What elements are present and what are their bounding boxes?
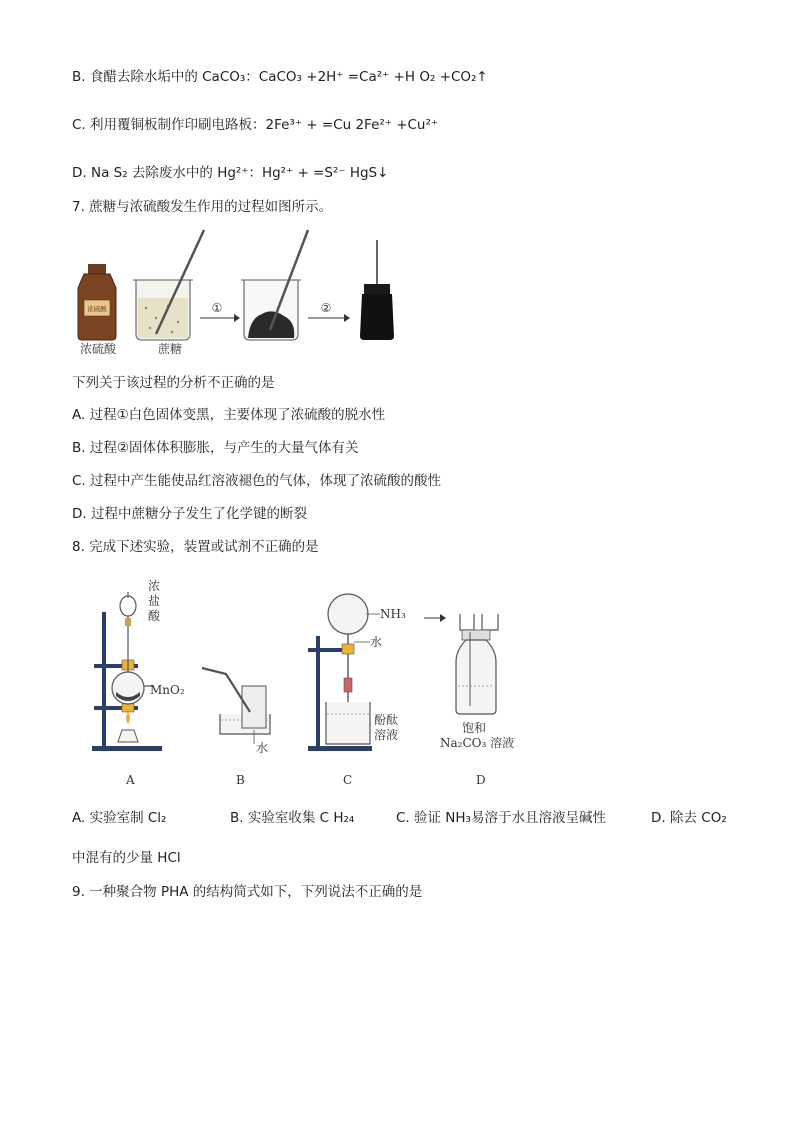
q7-option-c: C. 过程中产生能使品红溶液褪色的气体，体现了浓硫酸的酸性 xyxy=(72,473,442,489)
q7-stem: 7. 蔗糖与浓硫酸发生作用的过程如图所示。 xyxy=(72,199,333,215)
beaker-carbon xyxy=(241,230,308,340)
step-1: ① xyxy=(211,301,223,315)
c-phenol-1: 酚酞 xyxy=(374,713,399,727)
apparatus-b xyxy=(202,668,270,787)
q8-option-d: D. 除去 CO₂ xyxy=(651,810,727,826)
a-hcl-3: 酸 xyxy=(148,609,161,623)
q8-stem: 8. 完成下述实验，装置或试剂不正确的是 xyxy=(72,539,319,555)
letter-b: B xyxy=(236,773,245,787)
a-hcl-1: 浓 xyxy=(148,579,161,593)
b-water: 水 xyxy=(256,741,269,755)
letter-a: A xyxy=(126,773,135,787)
q7-option-a: A. 过程①白色固体变黑，主要体现了浓硫酸的脱水性 xyxy=(72,407,386,423)
letter-c: C xyxy=(343,773,353,787)
label-sugar: 蔗糖 xyxy=(157,342,183,356)
q6-option-d: D. Na S₂ 去除废水中的 Hg²⁺：Hg²⁺ + =S²⁻ HgS↓ xyxy=(72,165,389,181)
q8-option-c: C. 验证 NH₃易溶于水且溶液呈碱性 xyxy=(396,810,606,826)
apparatus-a xyxy=(92,579,185,787)
q8-figure xyxy=(90,574,540,794)
a-hcl-2: 盐 xyxy=(148,594,161,608)
bottle-tag: 浓硫酸 xyxy=(87,305,107,313)
c-phenol-2: 溶液 xyxy=(374,728,399,742)
letter-d: D xyxy=(476,773,486,787)
c-water: 水 xyxy=(370,635,383,649)
expanded-carbon xyxy=(360,240,394,340)
q8-option-b: B. 实验室收集 C H₂₄ xyxy=(230,810,355,826)
q9-stem: 9. 一种聚合物 PHA 的结构简式如下，下列说法不正确的是 xyxy=(72,884,423,900)
q7-option-d: D. 过程中蔗糖分子发生了化学键的断裂 xyxy=(72,506,307,522)
q7-question: 下列关于该过程的分析不正确的是 xyxy=(72,375,275,391)
apparatus-d xyxy=(424,614,514,787)
d-label-2: Na₂CO₃ 溶液 xyxy=(440,736,515,750)
a-mno2: MnO₂ xyxy=(150,683,185,697)
q8-option-a: A. 实验室制 Cl₂ xyxy=(72,810,167,826)
q6-option-c: C. 利用覆铜板制作印刷电路板：2Fe³⁺ + =Cu 2Fe²⁺ +Cu²⁺ xyxy=(72,117,439,133)
q8-continuation: 中混有的少量 HCl xyxy=(72,850,181,866)
c-nh3: NH₃ xyxy=(380,607,406,621)
q7-figure xyxy=(72,226,402,358)
q6-option-b: B. 食醋去除水垢中的 CaCO₃：CaCO₃ +2H⁺ =Ca²⁺ +H O₂ +CO₂↑ xyxy=(72,69,488,85)
label-acid: 浓硫酸 xyxy=(79,342,117,356)
step-2: ② xyxy=(320,301,332,315)
d-label-1: 饱和 xyxy=(462,721,487,735)
q7-option-b: B. 过程②固体体积膨胀，与产生的大量气体有关 xyxy=(72,440,359,456)
acid-bottle xyxy=(78,264,116,340)
apparatus-c xyxy=(308,594,406,787)
beaker-sugar xyxy=(133,230,204,340)
